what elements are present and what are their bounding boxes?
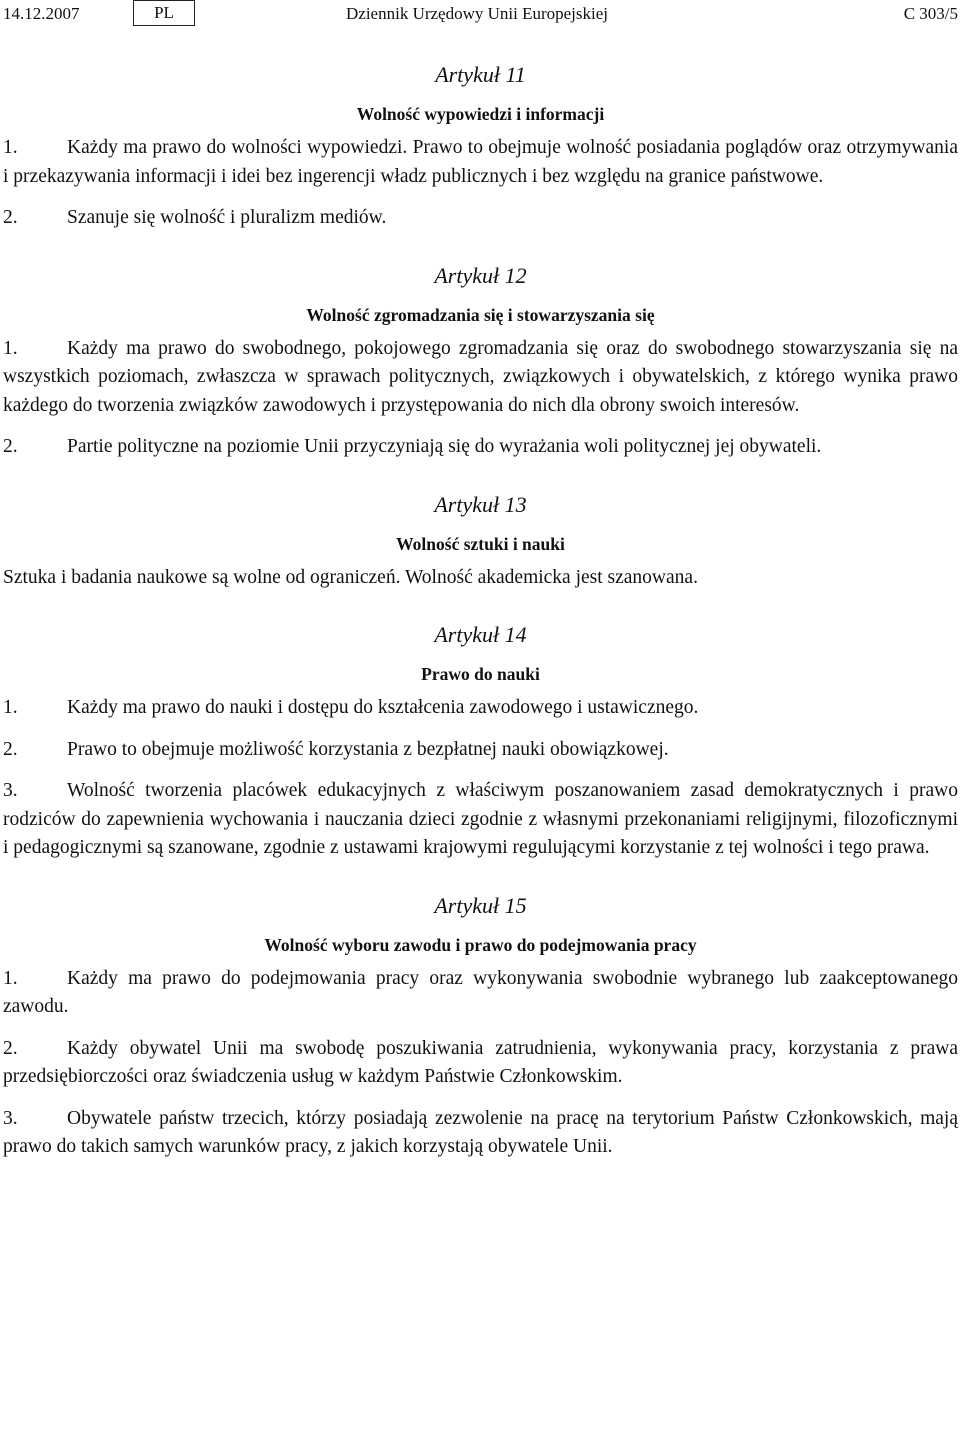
article-14 xyxy=(3,622,958,863)
paragraph-text: Prawo to obejmuje możliwość korzystania z bezpłatnej nauki obowiązkowej. xyxy=(67,738,669,760)
paragraph-text: Partie polityczne na poziomie Unii przyczyniają się do wyrażania woli politycznej jej obywateli. xyxy=(67,436,822,457)
article-title: Wolność zgromadzania się i stowarzyszania się xyxy=(306,304,655,325)
article-title: Wolność sztuki i nauki xyxy=(396,533,565,554)
paragraph-number: 2. xyxy=(3,1037,18,1059)
paragraph-text: Każdy ma prawo do nauki i dostępu do kształcenia zawodowego i ustawicznego. xyxy=(67,697,699,718)
paragraph xyxy=(3,335,958,421)
article-number: Artykuł 15 xyxy=(434,892,527,918)
paragraph xyxy=(3,694,958,723)
article-12 xyxy=(3,263,958,462)
paragraph xyxy=(3,736,958,765)
paragraph xyxy=(3,1035,958,1092)
article-title: Prawo do nauki xyxy=(421,664,540,684)
paragraph xyxy=(3,564,958,593)
article-number: Artykuł 13 xyxy=(434,491,527,517)
paragraph xyxy=(3,134,958,191)
paragraph-number: 1. xyxy=(3,337,18,359)
article-title: Wolność wyboru zawodu i prawo do podejmowania pracy xyxy=(264,934,697,955)
paragraph-text: Każdy ma prawo do swobodnego, pokojowego zgromadzania się oraz do swobodnego stowarzyszania się na wszystkich poziomach, zwłaszcza w sprawach politycznych, związkowych i obywatelskich, z którego wynika prawo każdego do tworzenia związków zawodowych i przystępowania do nich dla obrony swoich interesów. xyxy=(3,337,958,416)
paragraph-text: Każdy ma prawo do podejmowania pracy oraz wykonywania swobodnie wybranego lub zaakceptowanego zawodu. xyxy=(3,967,958,1017)
article-title: Wolność wypowiedzi i informacji xyxy=(356,104,605,124)
paragraph-number: 2. xyxy=(3,207,18,228)
paragraph-number: 1. xyxy=(3,137,18,158)
paragraph xyxy=(3,204,958,233)
header-date: 14.12.2007 xyxy=(3,4,80,23)
paragraph-text: Sztuka i badania naukowe są wolne od ograniczeń. Wolność akademicka jest szanowana. xyxy=(3,566,698,588)
document-page xyxy=(3,0,958,1162)
paragraph xyxy=(3,777,958,863)
article-13 xyxy=(3,492,958,593)
paragraph-number: 2. xyxy=(3,436,18,457)
paragraph-text: Wolność tworzenia placówek edukacyjnych z właściwym poszanowaniem zasad demokratycznych i prawo rodziców do zapewnienia wychowania i nauczania dzieci zgodnie z własnymi przekonaniami religijnymi, filozoficznymi i pedagogicznymi są szanowane, zgodnie z ustawami krajowymi regulującymi korzystanie z tej wolności i tego prawa. xyxy=(3,780,958,858)
paragraph xyxy=(3,1105,958,1162)
article-15 xyxy=(3,893,958,1162)
paragraph-number: 3. xyxy=(3,780,18,801)
header-journal-title: Dziennik Urzędowy Unii Europejskiej xyxy=(346,4,609,23)
article-number: Artykuł 14 xyxy=(434,622,527,647)
paragraph xyxy=(3,433,958,462)
paragraph-number: 2. xyxy=(3,738,18,760)
article-11 xyxy=(3,62,958,233)
header-language-box: PL xyxy=(133,0,195,26)
paragraph-text: Szanuje się wolność i pluralizm mediów. xyxy=(67,207,387,228)
paragraph-text: Obywatele państw trzecich, którzy posiadają zezwolenie na pracę na terytorium Państw Członkowskich, mają prawo do takich samych warunków pracy, z jakich korzystają obywatele Unii. xyxy=(3,1107,958,1157)
paragraph-number: 3. xyxy=(3,1107,18,1129)
article-number: Artykuł 12 xyxy=(434,262,527,288)
header-page-number: C 303/5 xyxy=(903,4,958,23)
article-number: Artykuł 11 xyxy=(435,62,526,87)
paragraph-text: Każdy ma prawo do wolności wypowiedzi. Prawo to obejmuje wolność posiadania poglądów oraz otrzymywania i przekazywania informacji i idei bez ingerencji władz publicznych i bez względu na granice państwowe. xyxy=(3,137,958,187)
paragraph-text: Każdy obywatel Unii ma swobodę poszukiwania zatrudnienia, wykonywania pracy, korzystania z prawa przedsiębiorczości oraz świadczenia usług w każdym Państwie Członkowskim. xyxy=(3,1037,958,1087)
paragraph-number: 1. xyxy=(3,967,18,989)
paragraph xyxy=(3,965,958,1022)
page-header xyxy=(3,0,958,34)
paragraph-number: 1. xyxy=(3,697,18,718)
